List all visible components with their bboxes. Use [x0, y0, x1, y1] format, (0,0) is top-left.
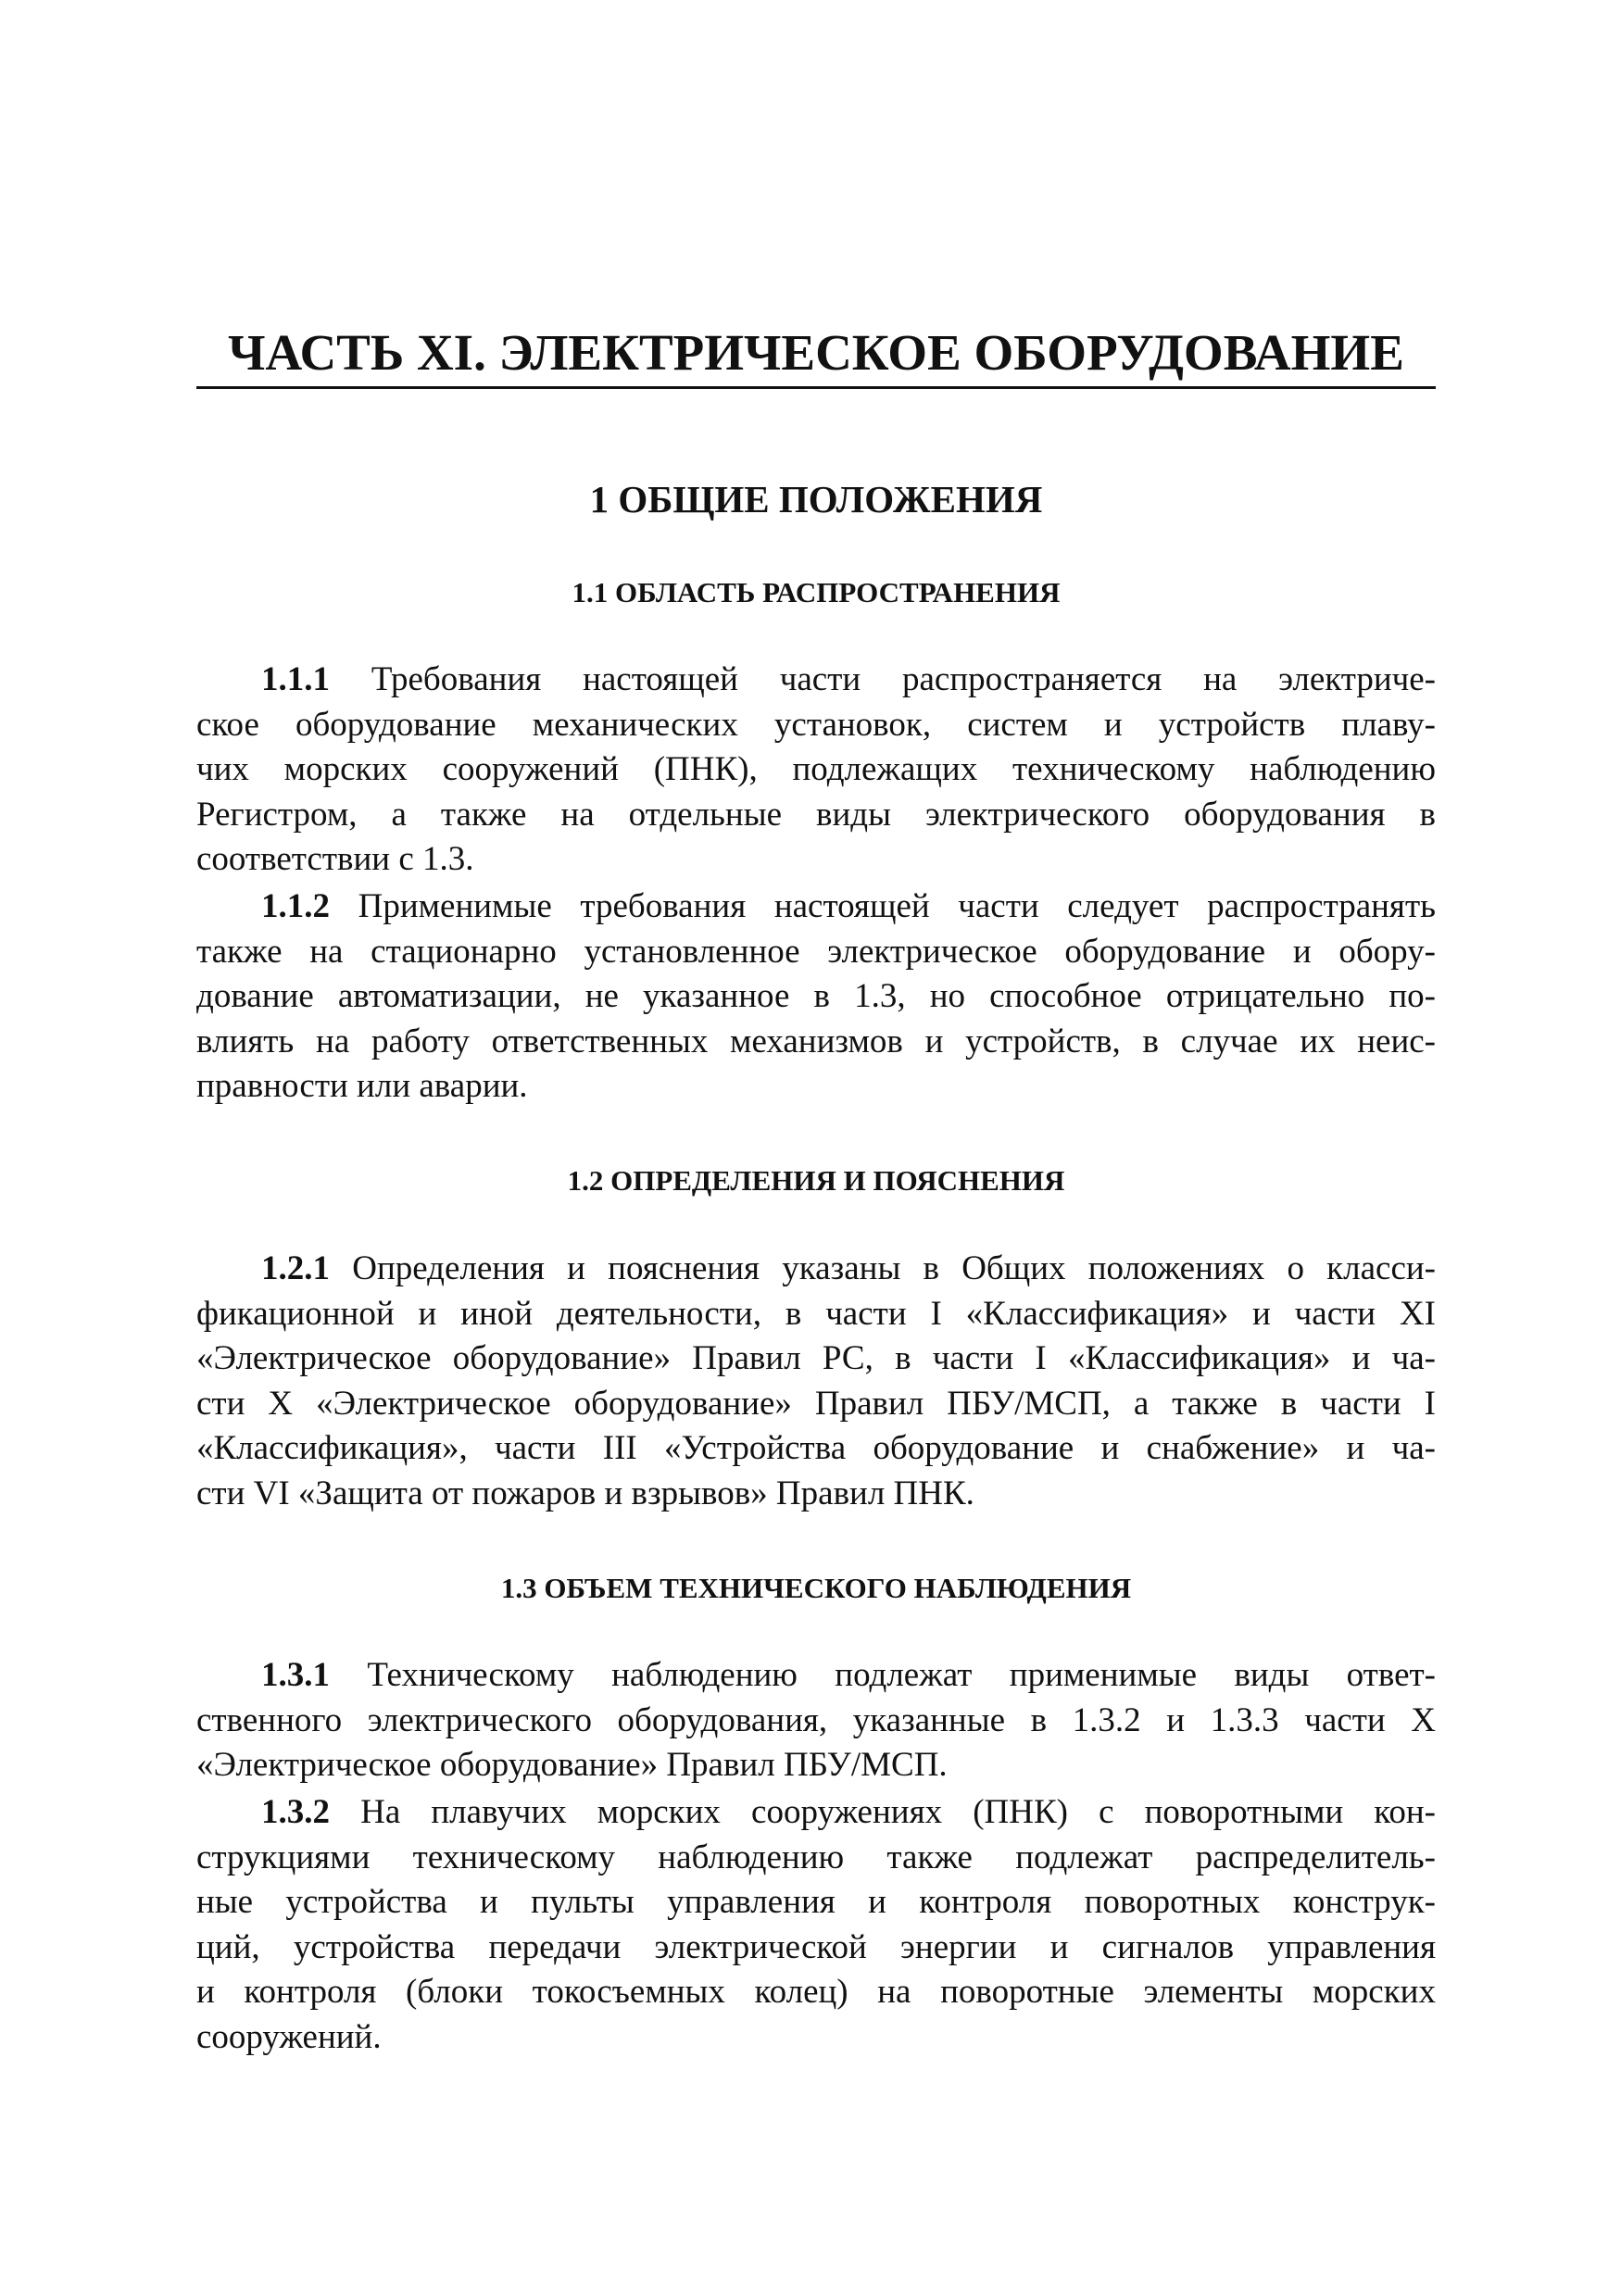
paragraph-1-3-2	[196, 1790, 1436, 2060]
subsection-title-1-3: 1.3 ОБЪЕМ ТЕХНИЧЕСКОГО НАБЛЮДЕНИЯ	[500, 1572, 1132, 1604]
paragraph-line: ные устройства и пульты управления и контроля поворотных конструк-	[196, 1883, 1436, 1921]
paragraph-line: «Электрическое оборудование» Правил ПБУ/МСП.	[196, 1746, 948, 1784]
part-title: ЧАСТЬ XI. ЭЛЕКТРИЧЕСКОЕ ОБОРУДОВАНИЕ	[228, 324, 1404, 381]
paragraph-line: ское оборудование механических установок, систем и устройств плаву-	[196, 705, 1436, 744]
paragraph-line: и контроля (блоки токосъемных колец) на поворотные элементы морских	[196, 1973, 1436, 2011]
paragraph-line: влиять на работу ответственных механизмов и устройств, в случае их неис-	[196, 1022, 1436, 1060]
paragraph-1-1-2	[196, 885, 1436, 1110]
paragraph-number: 1.3.1	[261, 1656, 330, 1694]
subsection-title-1-1: 1.1 ОБЛАСТЬ РАСПРОСТРАНЕНИЯ	[572, 576, 1061, 609]
paragraph-number: 1.1.2	[261, 887, 330, 925]
paragraph-line	[196, 658, 1436, 703]
paragraph-line: Регистром, а также на отдельные виды электрического оборудования в	[196, 795, 1436, 834]
paragraph-line: струкциями техническому наблюдению также подлежат распределитель-	[196, 1838, 1436, 1876]
paragraph-line: дование автоматизации, не указанное в 1.3, но способное отрицательно по-	[196, 977, 1436, 1015]
paragraph-1-2-1	[196, 1247, 1436, 1516]
paragraph-line	[196, 1247, 1436, 1292]
paragraph-line: сти X «Электрическое оборудование» Правил ПБУ/МСП, а также в части I	[196, 1384, 1436, 1423]
subsection-title-1-2: 1.2 ОПРЕДЕЛЕНИЯ И ПОЯСНЕНИЯ	[567, 1164, 1065, 1197]
paragraph-1-1-1	[196, 658, 1436, 883]
paragraph-line: фикационной и иной деятельности, в части I «Классификация» и части XI	[196, 1294, 1436, 1333]
paragraph-number: 1.1.1	[261, 660, 330, 698]
paragraph-line	[196, 1653, 1436, 1699]
paragraph-line: также на стационарно установленное электрическое оборудование и обору-	[196, 932, 1436, 971]
paragraph-line: сооружений.	[196, 2017, 382, 2056]
paragraph-line: «Классификация», части III «Устройства оборудование и снабжение» и ча-	[196, 1429, 1436, 1467]
section-title: 1 ОБЩИЕ ПОЛОЖЕНИЯ	[589, 478, 1043, 521]
paragraph-text: Применимые требования настоящей части следует распространять	[358, 887, 1436, 925]
paragraph-text: На плавучих морских сооружениях (ПНК) с поворотными кон-	[360, 1793, 1437, 1831]
paragraph-1-3-1	[196, 1653, 1436, 1788]
paragraph-line: соответствии с 1.3.	[196, 840, 474, 878]
paragraph-line: ций, устройства передачи электрической энергии и сигналов управления	[196, 1927, 1436, 1966]
paragraph-line: «Электрическое оборудование» Правил РС, в части I «Классификация» и ча-	[196, 1339, 1436, 1377]
paragraph-text: Техническому наблюдению подлежат применимые виды ответ-	[367, 1656, 1436, 1694]
paragraph-text: Определения и пояснения указаны в Общих положениях о класси-	[352, 1249, 1436, 1287]
paragraph-number: 1.2.1	[261, 1249, 330, 1287]
paragraph-text: Требования настоящей части распространяется на электриче-	[371, 660, 1436, 698]
title-underline	[196, 386, 1436, 389]
paragraph-line	[196, 885, 1436, 930]
paragraph-line: ственного электрического оборудования, указанные в 1.3.2 и 1.3.3 части X	[196, 1700, 1436, 1739]
paragraph-number: 1.3.2	[261, 1793, 330, 1831]
document-page	[196, 0, 1436, 2296]
paragraph-line: правности или аварии.	[196, 1067, 528, 1105]
paragraph-line: чих морских сооружений (ПНК), подлежащих техническому наблюдению	[196, 750, 1436, 788]
paragraph-line	[196, 1790, 1436, 1836]
paragraph-line: сти VI «Защита от пожаров и взрывов» Правил ПНК.	[196, 1474, 974, 1512]
